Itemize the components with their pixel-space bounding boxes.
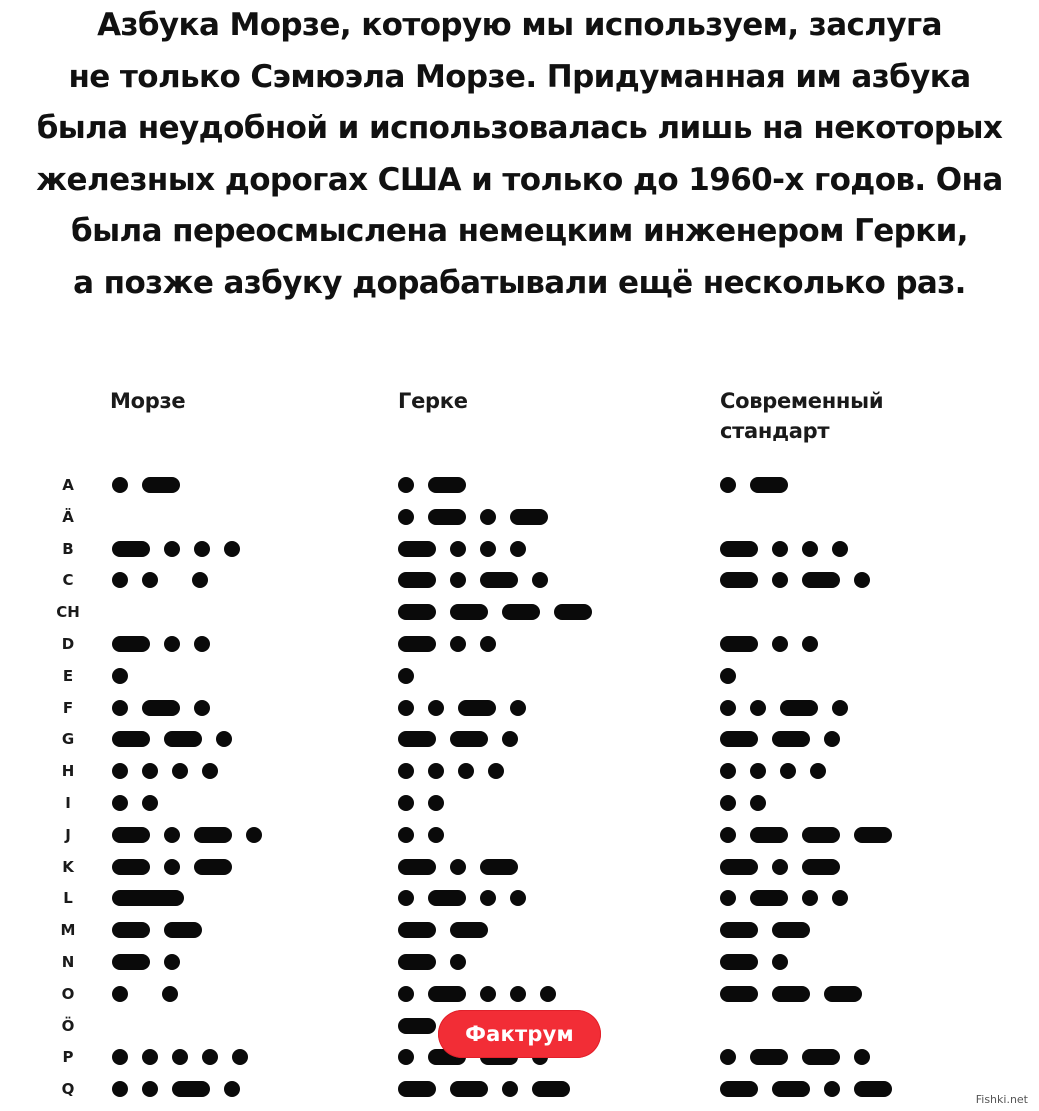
morse-dash <box>194 827 232 843</box>
morse-dot <box>510 541 526 557</box>
morse-dash <box>194 859 232 875</box>
morse-dash <box>480 572 518 588</box>
row-letter: G <box>61 730 75 749</box>
morse-dot <box>802 890 818 906</box>
morse-dot <box>720 795 736 811</box>
morse-dash <box>164 731 202 747</box>
morse-dot <box>450 859 466 875</box>
morse-dot <box>142 1081 158 1097</box>
row-letter: B <box>62 539 74 558</box>
morse-dot <box>112 763 128 779</box>
morse-dash <box>720 986 758 1002</box>
morse-dot <box>164 859 180 875</box>
morse-dot <box>510 890 526 906</box>
morse-dash <box>854 827 892 843</box>
row-letter: O <box>61 984 75 1003</box>
morse-dot <box>172 763 188 779</box>
morse-dot <box>802 541 818 557</box>
row-letter: I <box>65 794 71 812</box>
morse-dot <box>194 636 210 652</box>
morse-dot <box>112 986 128 1002</box>
morse-dot <box>480 986 496 1002</box>
morse-dot <box>194 541 210 557</box>
morse-dash <box>510 509 548 525</box>
morse-dash <box>142 477 180 493</box>
morse-dash <box>772 986 810 1002</box>
morse-dot <box>720 1049 736 1065</box>
row-letter: M <box>60 921 76 940</box>
morse-dash <box>772 731 810 747</box>
headline-line: Азбука Морзе, которую мы используем, заслуга <box>97 7 942 43</box>
morse-dot <box>246 827 262 843</box>
morse-dash <box>112 636 150 652</box>
morse-dot <box>428 763 444 779</box>
row-letter: Ö <box>61 1016 75 1035</box>
morse-dot <box>224 541 240 557</box>
morse-dot <box>398 827 414 843</box>
morse-dash <box>720 859 758 875</box>
morse-dot <box>450 636 466 652</box>
morse-dot <box>780 763 796 779</box>
morse-dot <box>232 1049 248 1065</box>
morse-dot <box>398 668 414 684</box>
morse-dash <box>450 1081 488 1097</box>
morse-dash <box>802 1049 840 1065</box>
morse-dash <box>398 922 436 938</box>
row-letter: Ä <box>62 507 74 526</box>
morse-dot <box>112 572 128 588</box>
morse-dot <box>202 763 218 779</box>
morse-dash <box>112 859 150 875</box>
morse-dash <box>112 731 150 747</box>
morse-dash <box>802 572 840 588</box>
column-header-morse-label: Морзе <box>110 389 186 413</box>
morse-dot <box>772 541 788 557</box>
column-header-modern-line1: Современный <box>720 389 884 413</box>
morse-dot <box>532 572 548 588</box>
morse-dash <box>428 890 466 906</box>
morse-dash <box>450 604 488 620</box>
morse-dot <box>162 986 178 1002</box>
morse-dash <box>450 731 488 747</box>
morse-dot <box>164 827 180 843</box>
morse-dot <box>824 731 840 747</box>
morse-dash <box>720 541 758 557</box>
morse-dot <box>450 541 466 557</box>
morse-dash <box>802 859 840 875</box>
morse-dot <box>510 700 526 716</box>
morse-dash <box>750 477 788 493</box>
morse-dot <box>720 890 736 906</box>
morse-dash <box>112 922 150 938</box>
morse-dot <box>398 509 414 525</box>
morse-dash <box>750 890 788 906</box>
row-letter: K <box>62 857 74 876</box>
morse-dot <box>428 700 444 716</box>
morse-dash <box>398 954 436 970</box>
morse-dot <box>398 763 414 779</box>
morse-dash <box>802 827 840 843</box>
morse-dot <box>832 890 848 906</box>
morse-dash <box>772 922 810 938</box>
morse-dash <box>428 986 466 1002</box>
morse-dot <box>750 700 766 716</box>
morse-dot <box>450 954 466 970</box>
morse-dash <box>398 636 436 652</box>
morse-dash <box>398 541 436 557</box>
morse-dot <box>832 541 848 557</box>
morse-dot <box>398 890 414 906</box>
morse-dash <box>398 731 436 747</box>
morse-dash <box>112 827 150 843</box>
morse-dash <box>554 604 592 620</box>
row-letter: A <box>62 476 74 494</box>
morse-dot <box>750 795 766 811</box>
morse-dot <box>854 572 870 588</box>
morse-dot <box>772 859 788 875</box>
morse-dot <box>112 795 128 811</box>
row-letter: CH <box>56 603 80 622</box>
morse-dash <box>112 954 150 970</box>
morse-dot <box>224 1081 240 1097</box>
morse-dot <box>142 572 158 588</box>
morse-dash <box>772 1081 810 1097</box>
morse-dot <box>428 827 444 843</box>
morse-dot <box>192 572 208 588</box>
morse-dot <box>112 1081 128 1097</box>
column-header-modern-line2: стандарт <box>720 419 830 443</box>
morse-dash <box>720 954 758 970</box>
morse-dash <box>750 1049 788 1065</box>
morse-dot <box>772 636 788 652</box>
morse-dash <box>854 1081 892 1097</box>
morse-dash <box>450 922 488 938</box>
morse-dot <box>164 541 180 557</box>
morse-dot <box>854 1049 870 1065</box>
morse-dash <box>142 700 180 716</box>
row-letter: N <box>61 953 75 971</box>
morse-dot <box>502 1081 518 1097</box>
row-letter: J <box>65 825 71 844</box>
morse-dash <box>502 604 540 620</box>
morse-dash <box>172 1081 210 1097</box>
morse-dot <box>720 700 736 716</box>
morse-dot <box>398 477 414 493</box>
morse-dot <box>510 986 526 1002</box>
morse-dash <box>428 509 466 525</box>
morse-dash <box>480 859 518 875</box>
morse-dot <box>142 1049 158 1065</box>
morse-dash <box>398 1081 436 1097</box>
morse-dash <box>720 572 758 588</box>
morse-dash <box>458 700 496 716</box>
morse-dot <box>216 731 232 747</box>
morse-dot <box>112 700 128 716</box>
morse-dot <box>540 986 556 1002</box>
morse-dot <box>824 1081 840 1097</box>
morse-dot <box>458 763 474 779</box>
morse-dash <box>720 636 758 652</box>
headline-line: была неудобной и использовалась лишь на некоторых <box>36 110 1003 146</box>
morse-dot <box>720 827 736 843</box>
faktrum-logo-badge: Фактрум <box>438 1010 601 1058</box>
morse-dot <box>112 1049 128 1065</box>
morse-dot <box>720 477 736 493</box>
morse-dot <box>480 541 496 557</box>
morse-dot <box>398 795 414 811</box>
morse-dot <box>810 763 826 779</box>
morse-dot <box>398 1049 414 1065</box>
morse-dot <box>480 509 496 525</box>
morse-dot <box>142 795 158 811</box>
morse-dash <box>720 922 758 938</box>
morse-dot <box>428 795 444 811</box>
headline-line: а позже азбуку дорабатывали ещё несколько раз. <box>73 264 966 301</box>
morse-dot <box>112 477 128 493</box>
morse-dot <box>480 636 496 652</box>
row-letter: D <box>61 635 75 653</box>
morse-dot <box>202 1049 218 1065</box>
headline-line: была переосмыслена немецким инженером Герки, <box>71 213 968 249</box>
morse-dash <box>428 477 466 493</box>
morse-dot <box>772 572 788 588</box>
morse-dash <box>824 986 862 1002</box>
morse-dash <box>720 731 758 747</box>
morse-dot <box>450 572 466 588</box>
row-letter: E <box>62 666 74 685</box>
morse-dash <box>750 827 788 843</box>
morse-dot <box>488 763 504 779</box>
morse-dash <box>112 541 150 557</box>
morse-dot <box>172 1049 188 1065</box>
row-letter: L <box>63 889 73 908</box>
morse-dash <box>780 700 818 716</box>
headline-line: железных дорогах США и только до 1960-х годов. Она <box>36 161 1003 198</box>
morse-dot <box>164 954 180 970</box>
morse-dot <box>720 763 736 779</box>
morse-dot <box>164 636 180 652</box>
row-letter: Q <box>61 1080 75 1099</box>
morse-dot <box>832 700 848 716</box>
morse-dash <box>532 1081 570 1097</box>
fishki-watermark: Fishki.net <box>973 1092 1031 1107</box>
morse-dash <box>398 1018 436 1034</box>
row-letter: C <box>62 571 74 590</box>
row-letter: P <box>62 1048 74 1067</box>
morse-dot <box>112 668 128 684</box>
morse-dash <box>398 572 436 588</box>
morse-dash <box>720 1081 758 1097</box>
morse-dash <box>164 922 202 938</box>
morse-dot <box>480 890 496 906</box>
morse-dot <box>750 763 766 779</box>
column-header-gerke-label: Герке <box>398 389 468 413</box>
morse-dot <box>142 763 158 779</box>
morse-dot <box>398 700 414 716</box>
morse-dot <box>502 731 518 747</box>
morse-dot <box>194 700 210 716</box>
morse-dash <box>112 890 184 906</box>
morse-dash <box>398 604 436 620</box>
morse-dash <box>398 859 436 875</box>
headline-line: не только Сэмюэла Морзе. Придуманная им азбука <box>68 58 971 95</box>
morse-dot <box>772 954 788 970</box>
row-letter: F <box>62 698 74 717</box>
morse-dot <box>802 636 818 652</box>
morse-dot <box>720 668 736 684</box>
morse-dot <box>398 986 414 1002</box>
row-letter: H <box>61 762 75 781</box>
